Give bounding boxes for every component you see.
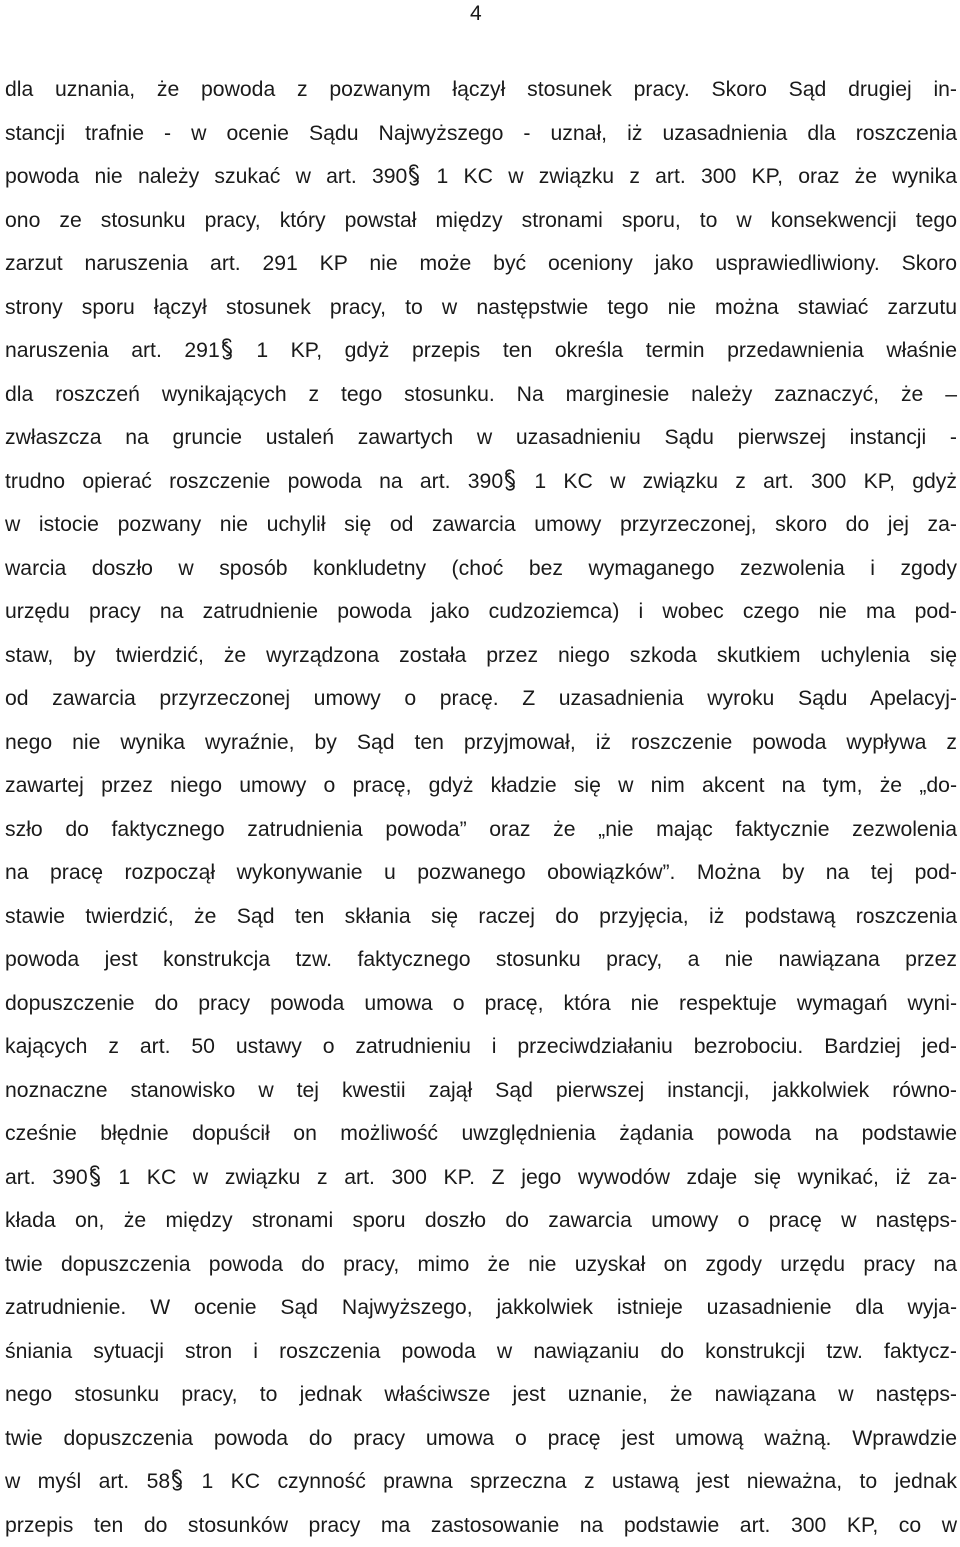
- page-number: 4: [470, 2, 482, 26]
- text-line: zatrudnienie. W ocenie Sąd Najwyższego, jakkolwiek istnieje uzasadnienie dla wyja-: [5, 1286, 957, 1330]
- text-line: warcia doszło w sposób konkludetny (choć bez wymaganego zezwolenia i zgody: [5, 547, 957, 591]
- text-line: powoda nie należy szukać w art. 390 1 KC w związku z art. 300 KP, oraz że wynika: [5, 155, 957, 199]
- text-line: w istocie pozwany nie uchylił się od zawarcia umowy przyrzeczonej, skoro do jej za-: [5, 503, 957, 547]
- section-sign-icon: [407, 161, 421, 189]
- text-line: szło do faktycznego zatrudnienia powoda” oraz że „nie mając faktycznie zezwolenia: [5, 808, 957, 852]
- text-line: urzędu pracy na zatrudnienie powoda jako cudzoziemca) i wobec czego nie ma pod-: [5, 590, 957, 634]
- text-line: art. 390 1 KC w związku z art. 300 KP. Z jego wywodów zdaje się wynikać, iż za-: [5, 1156, 957, 1200]
- text-line: stancji trafnie - w ocenie Sądu Najwyższego - uznał, iż uzasadnienia dla roszczenia: [5, 112, 957, 156]
- text-line: cześnie błędnie dopuścił on możliwość uwzględnienia żądania powoda na podstawie: [5, 1112, 957, 1156]
- text-line: strony sporu łączył stosunek pracy, to w następstwie tego nie można stawiać zarzutu: [5, 286, 957, 330]
- text-line: stawie twierdzić, że Sąd ten skłania się raczej do przyjęcia, iż podstawą roszczenia: [5, 895, 957, 939]
- text-line: zarzut naruszenia art. 291 KP nie może być oceniony jako usprawiedliwiony. Skoro: [5, 242, 957, 286]
- text-line: twie dopuszczenia powoda do pracy umowa o pracę jest umową ważną. Wprawdzie: [5, 1417, 957, 1461]
- text-line: dla uznania, że powoda z pozwanym łączył stosunek pracy. Skoro Sąd drugiej in-: [5, 68, 957, 112]
- section-sign-icon: [503, 466, 517, 494]
- text-line: powoda jest konstrukcja tzw. faktycznego stosunku pracy, a nie nawiązana przez: [5, 938, 957, 982]
- text-line: kłada on, że między stronami sporu doszło do zawarcia umowy o pracę w następs-: [5, 1199, 957, 1243]
- text-line: staw, by twierdzić, że wyrządzona została przez niego szkoda skutkiem uchylenia się: [5, 634, 957, 678]
- text-line: twie dopuszczenia powoda do pracy, mimo że nie uzyskał on zgody urzędu pracy na: [5, 1243, 957, 1287]
- text-line: zawartej przez niego umowy o pracę, gdyż kładzie się w nim akcent na tym, że „do-: [5, 764, 957, 808]
- text-line: od zawarcia przyrzeczonej umowy o pracę. Z uzasadnienia wyroku Sądu Apelacyj-: [5, 677, 957, 721]
- text-line: w myśl art. 58 1 KC czynność prawna sprzeczna z ustawą jest nieważna, to jednak: [5, 1460, 957, 1504]
- document-body: [5, 68, 957, 1547]
- text-line: przepis ten do stosunków pracy ma zastosowanie na podstawie art. 300 KP, co w: [5, 1504, 957, 1547]
- text-line: zwłaszcza na gruncie ustaleń zawartych w uzasadnieniu Sądu pierwszej instancji -: [5, 416, 957, 460]
- text-line: ono ze stosunku pracy, który powstał między stronami sporu, to w konsekwencji tego: [5, 199, 957, 243]
- text-line: śniania sytuacji stron i roszczenia powoda w nawiązaniu do konstrukcji tzw. faktycz-: [5, 1330, 957, 1374]
- text-line: na pracę rozpoczął wykonywanie u pozwanego obowiązków”. Można by na tej pod-: [5, 851, 957, 895]
- text-line: nego stosunku pracy, to jednak właściwsze jest uznanie, że nawiązana w następs-: [5, 1373, 957, 1417]
- text-line: trudno opierać roszczenie powoda na art. 390 1 KC w związku z art. 300 KP, gdyż: [5, 460, 957, 504]
- section-sign-icon: [170, 1466, 184, 1494]
- text-line: naruszenia art. 291 1 KP, gdyż przepis ten określa termin przedawnienia właśnie: [5, 329, 957, 373]
- text-line: kających z art. 50 ustawy o zatrudnieniu i przeciwdziałaniu bezrobociu. Bardziej jed-: [5, 1025, 957, 1069]
- text-line: nego nie wynika wyraźnie, by Sąd ten przyjmował, iż roszczenie powoda wypływa z: [5, 721, 957, 765]
- text-line: noznaczne stanowisko w tej kwestii zajął Sąd pierwszej instancji, jakkolwiek równo-: [5, 1069, 957, 1113]
- text-line: dla roszczeń wynikających z tego stosunku. Na marginesie należy zaznaczyć, że –: [5, 373, 957, 417]
- section-sign-icon: [220, 335, 234, 363]
- section-sign-icon: [88, 1162, 102, 1190]
- text-line: dopuszczenie do pracy powoda umowa o pracę, która nie respektuje wymagań wyni-: [5, 982, 957, 1026]
